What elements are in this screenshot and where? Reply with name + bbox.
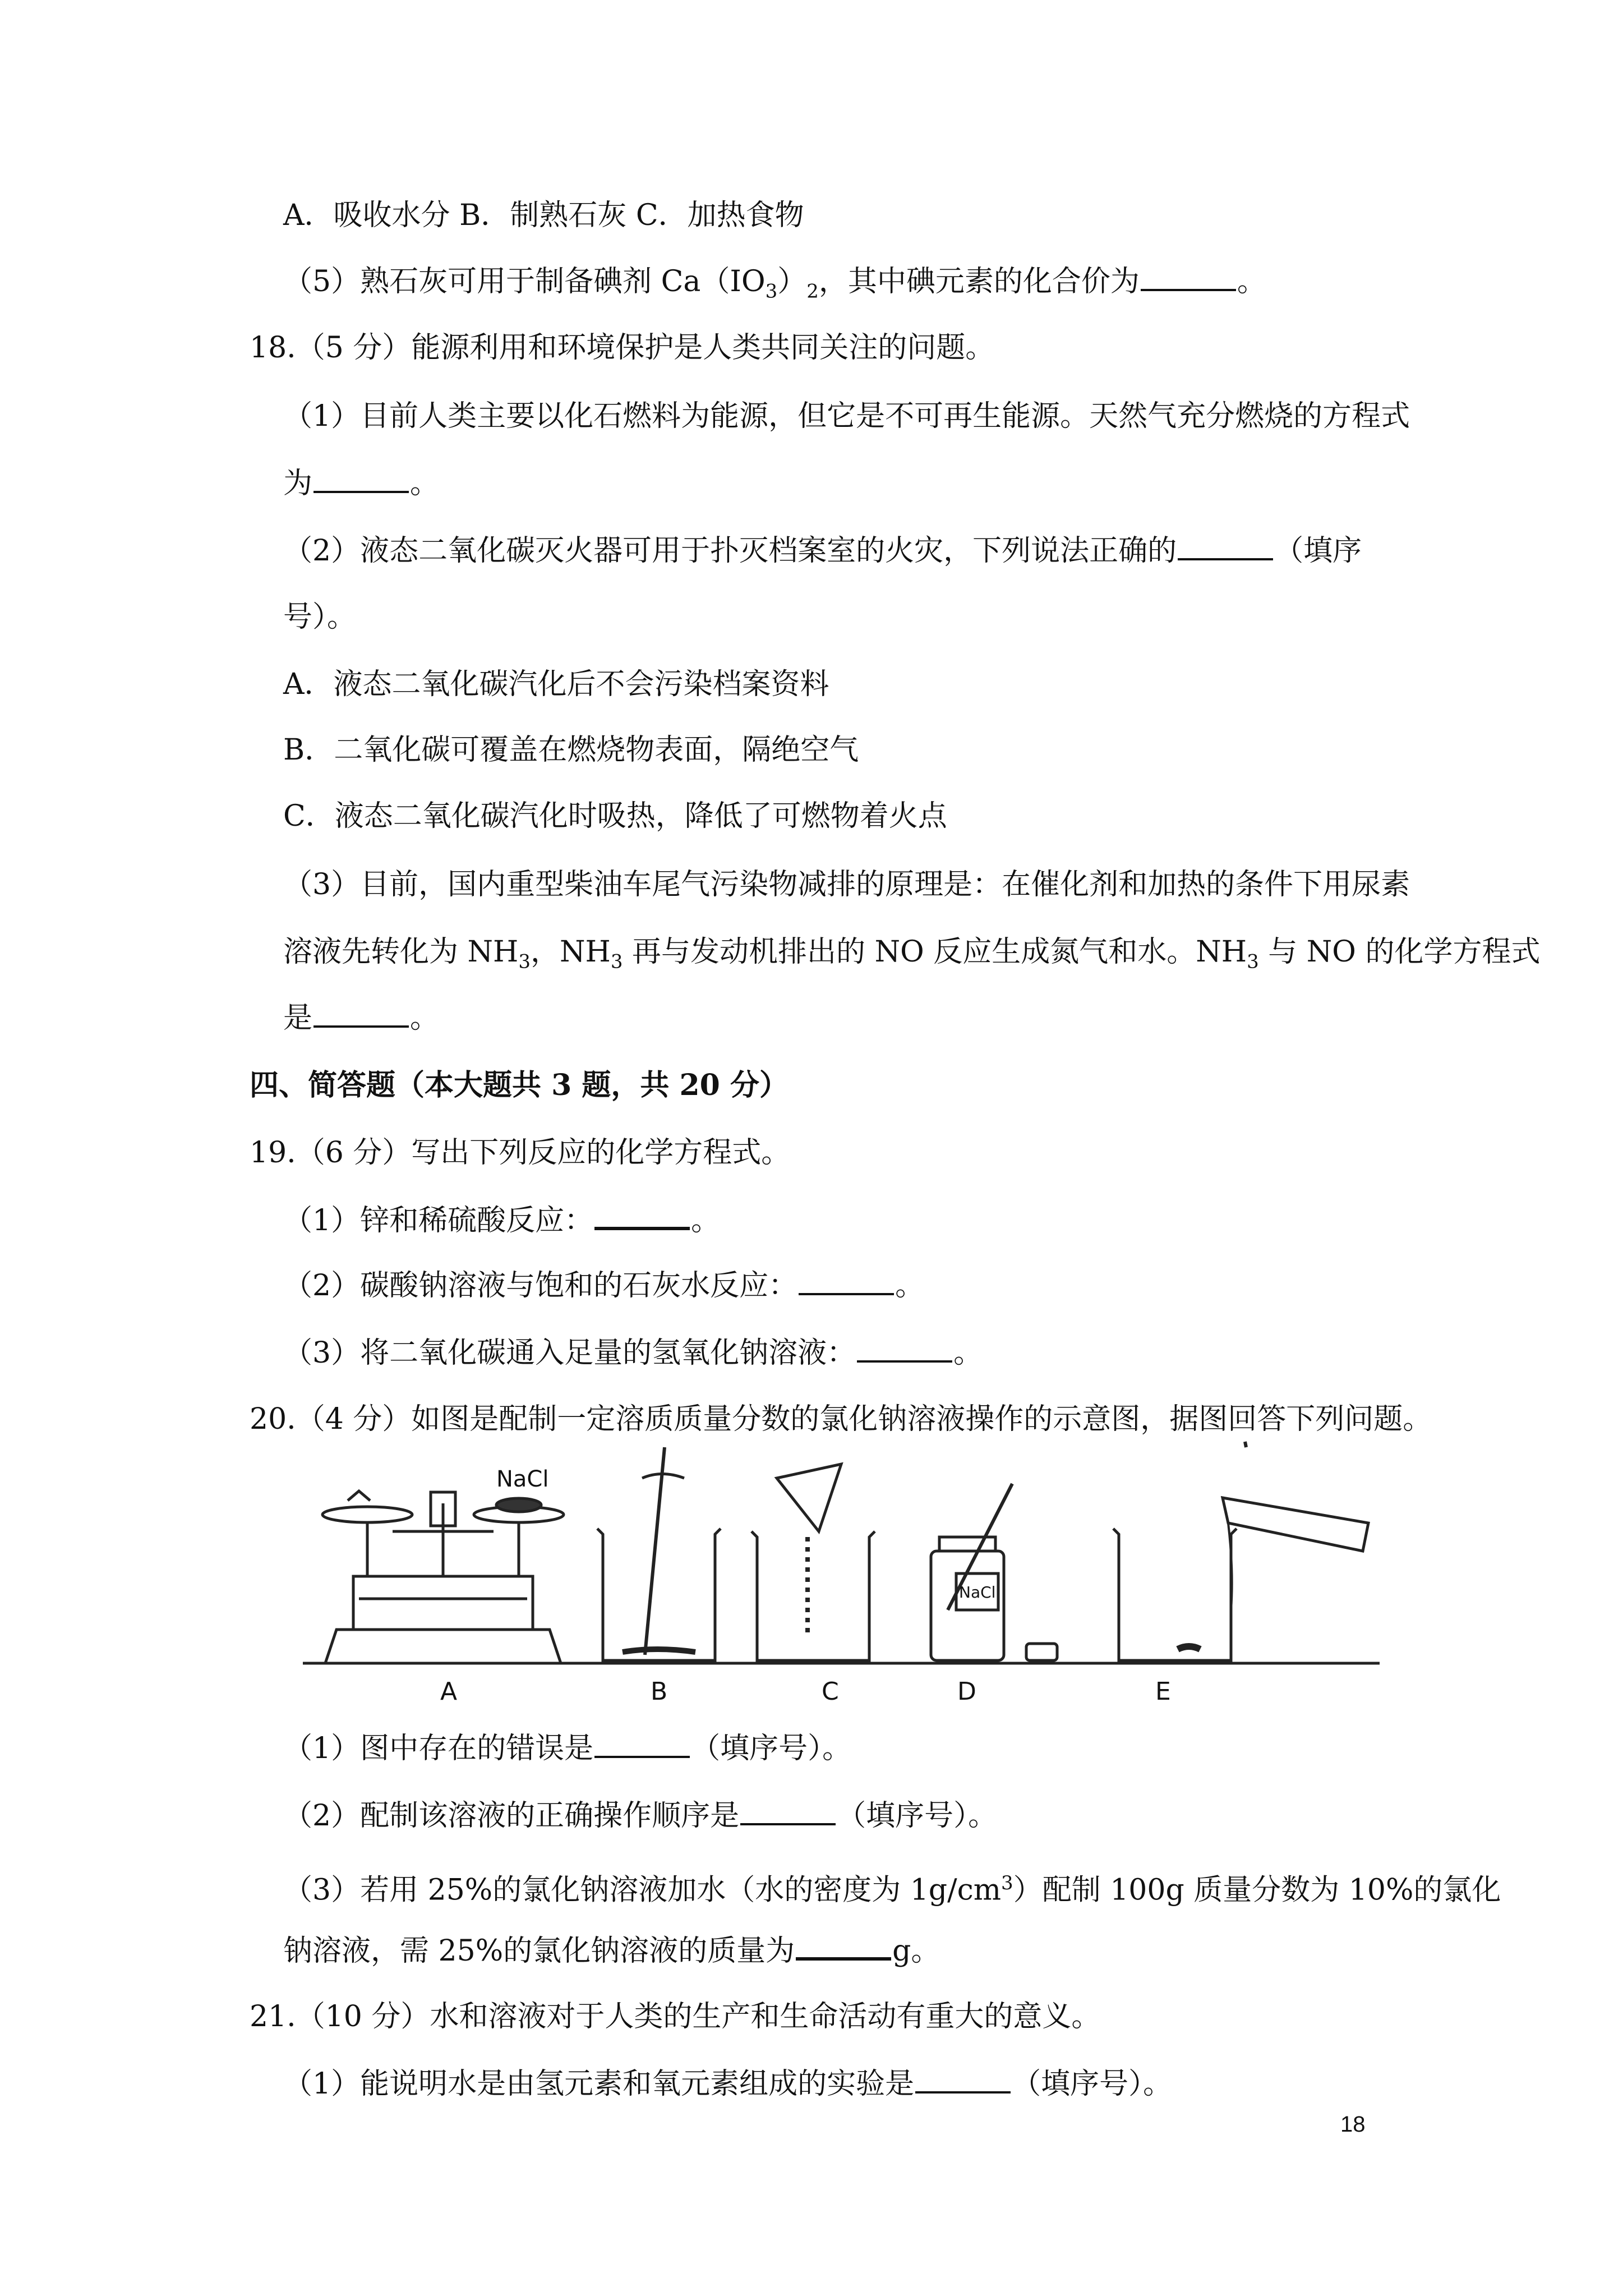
- q20-part3-cont: 钠溶液，需 25%的氯化钠溶液的质量为 g。: [283, 1932, 940, 1969]
- page-number: 18: [1340, 2112, 1366, 2137]
- q18-option-c: C．液态二氧化碳汽化时吸热，降低了可燃物着火点: [283, 799, 947, 833]
- beaker-pour-water-icon: [1113, 1442, 1368, 1660]
- q19-part3: （3）将二氧化碳通入足量的氢氧化钠溶液： 。: [283, 1336, 983, 1370]
- q18-part3-answer: 是 。: [283, 1001, 440, 1035]
- figure-label-c: C: [822, 1677, 839, 1706]
- q18-part2: （2）液态二氧化碳灭火器可用于扑灭档案室的火灾，下列说法正确的 （填序: [283, 534, 1362, 568]
- nacl-label-balance: NaCl: [496, 1466, 549, 1492]
- q18-option-b: B．二氧化碳可覆盖在燃烧物表面，隔绝空气: [283, 733, 859, 767]
- q18-part2-cont: 号）。: [283, 600, 357, 634]
- lab-procedure-figure: [303, 1425, 1385, 1700]
- answer-blank[interactable]: [857, 1336, 952, 1363]
- answer-blank[interactable]: [594, 1731, 690, 1758]
- q19-part2: （2）碳酸钠溶液与饱和的石灰水反应： 。: [283, 1269, 925, 1303]
- section-heading: 四、简答题（本大题共 3 题，共 20 分）: [250, 1068, 789, 1102]
- answer-blank[interactable]: [796, 1932, 891, 1961]
- figure-label-d: D: [957, 1677, 976, 1706]
- q17-part5: （5）熟石灰可用于制备碘剂 $Ca(IO_3)_2$，其中碘元素的化合价为 。: [283, 265, 1266, 303]
- q18-stem: 18.（5 分）能源利用和环境保护是人类共同关注的问题。: [250, 331, 995, 365]
- q18-part1-answer: 为 。: [283, 467, 440, 500]
- balance-icon: [322, 1491, 564, 1663]
- figure-label-b: B: [651, 1677, 668, 1706]
- beaker-pouring-icon: [751, 1464, 875, 1660]
- answer-blank[interactable]: [740, 1798, 836, 1825]
- q20-part1: （1）图中存在的错误是 （填序号）。: [283, 1732, 852, 1765]
- q21-stem: 21.（10 分）水和溶液对于人类的生产和生命活动有重大的意义。: [250, 2000, 1101, 2033]
- figure-label-e: E: [1155, 1677, 1171, 1706]
- answer-blank[interactable]: [1178, 533, 1273, 560]
- q20-part2: （2）配制该溶液的正确操作顺序是 （填序号）。: [283, 1799, 998, 1833]
- answer-blank[interactable]: [799, 1268, 894, 1295]
- q17-options: A．吸收水分 B．制熟石灰 C．加热食物: [283, 199, 804, 232]
- reagent-jar-icon: [931, 1484, 1057, 1660]
- q19-stem: 19.（6 分）写出下列反应的化学方程式。: [250, 1136, 791, 1170]
- beaker-stirring-icon: [597, 1447, 721, 1660]
- answer-blank[interactable]: [313, 466, 409, 493]
- q20-stem: 20.（4 分）如图是配制一定溶质质量分数的氯化钠溶液操作的示意图，据图回答下列问题。: [250, 1402, 1432, 1436]
- q18-option-a: A．液态二氧化碳汽化后不会污染档案资料: [283, 668, 829, 701]
- q18-part3: （3）目前，国内重型柴油车尾气污染物减排的原理是：在催化剂和加热的条件下用尿素: [283, 868, 1410, 901]
- figure-label-a: A: [440, 1677, 458, 1706]
- q18-part3-cont: 溶液先转化为 $NH_3$，$NH_3$ 再与发动机排出的 NO 反应生成氮气和水。$NH_3$ 与 NO 的化学方程式: [283, 935, 1541, 973]
- answer-blank[interactable]: [915, 2067, 1011, 2093]
- q18-part1: （1）目前人类主要以化石燃料为能源，但它是不可再生能源。天然气充分燃烧的方程式: [283, 399, 1410, 433]
- nacl-label-jar: NaCl: [959, 1583, 996, 1602]
- answer-blank[interactable]: [313, 1001, 409, 1028]
- q19-part1: （1）锌和稀硫酸反应： 。: [283, 1202, 720, 1239]
- answer-blank[interactable]: [1141, 264, 1236, 291]
- answer-blank[interactable]: [594, 1202, 690, 1230]
- q20-part3: （3）若用 25%的氯化钠溶液加水（水的密度为 $1g/cm^3$）配制 100g 质量分数为 10%的氯化: [283, 1872, 1501, 1907]
- q21-part1: （1）能说明水是由氢元素和氧元素组成的实验是 （填序号）。: [283, 2067, 1173, 2101]
